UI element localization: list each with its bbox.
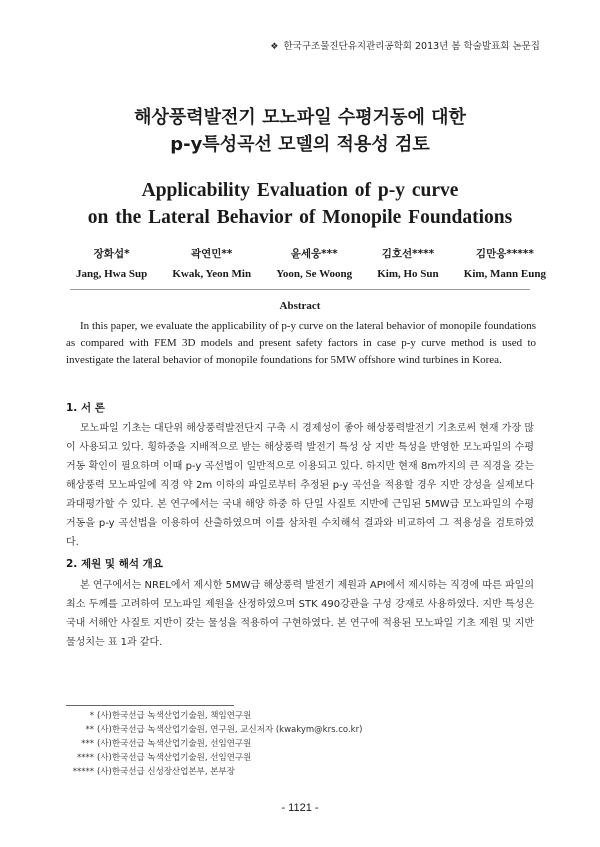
author (276, 244, 352, 284)
author (172, 244, 251, 284)
footnotes (66, 709, 536, 779)
footnote-mark: ** (85, 725, 94, 735)
proceedings-title: 한국구조물진단유지관리공학회 2013년 봄 학술발표회 논문집 (283, 41, 540, 52)
footnote-text: (사)한국선급 신성장산업본부, 본부장 (97, 767, 235, 777)
abstract-heading: Abstract (279, 300, 321, 312)
footnote-text: (사)한국선급 녹색산업기술원, 선임연구원 (97, 753, 252, 763)
author-name-ko: 윤세웅*** (290, 248, 338, 260)
author-name-en: Yoon, Se Woong (276, 268, 353, 280)
author-name-ko: 곽연민** (191, 248, 233, 260)
author-name-ko: 장화섭* (93, 248, 130, 260)
diamond-bullet-icon: ❖ (270, 42, 279, 52)
section-heading-introduction: 1. 서 론 (66, 402, 105, 414)
korean-title (0, 104, 600, 158)
english-title (0, 177, 600, 231)
author-name-en: Kim, Ho Sun (377, 268, 439, 280)
author-name-en: Jang, Hwa Sup (76, 268, 148, 280)
proceedings-header (270, 38, 540, 52)
footnote (66, 765, 536, 779)
section-body-introduction: 모노파일 기초는 대단위 해상풍력발전단지 구축 시 경제성이 좋아 해상풍력발전기 기초로써 현재 가장 많이 사용되고 있다. 횡하중을 지배적으로 받는 해상풍력 발전기 특성 상 지반 특성을 반영한 모노파일의 수평거동 확인이 필요하며 이때 p-y 곡선법이 일반적으로 이용되고 있다. 하지만 현재 8m까지의 큰 직경을 갖는 해상풍력 모노파일에 직경 약 2m 이하의 파일로부터 추정된 p-y 곡선을 적용할 경우 지반 강성을 실제보다 과대평가할 수 있다. 본 연구에서는 국내 해양 하중 하 단일 사질토 지반에 근입된 5MW급 모노파일의 수평거동을 p-y 곡선법을 이용하여 산출하였으며 이를 삼차원 수치해석 결과와 비교하여 그 적용성을 검토하였다. (66, 423, 534, 548)
author-name-ko: 김만응***** (475, 248, 534, 260)
footnote-mark: **** (77, 753, 94, 763)
author-list (76, 244, 546, 284)
author (464, 244, 546, 284)
abstract-text: In this paper, we evaluate the applicability of p-y curve on the lateral behavior of monopile foundations as compared with FEM 3D models and present safety factors in case p-y curve method is used to investigate the lateral behavior of monopile foundations for 5MW offshore wind turbines in Korea. (66, 320, 536, 366)
korean-title-line-1: 해상풍력발전기 모노파일 수평거동에 대한 (134, 107, 466, 128)
footnote-mark: ***** (72, 767, 94, 777)
section-body-specifications: 본 연구에서는 NREL에서 제시한 5MW급 해상풍력 발전기 제원과 API에서 제시하는 직경에 따른 파일의 최소 두께를 고려하여 모노파일 제원을 산정하였으며 STK 490강관을 구성 강재로 사용하였다. 지반 특성은 국내 서해안 사질토 지반이 갖는 물성을 적용하여 구현하였다. 본 연구에 적용된 모노파일 기초 제원 및 지반 물성치는 표 1과 같다. (66, 580, 534, 648)
author (377, 244, 438, 284)
author-name-ko: 김호선**** (381, 248, 435, 260)
korean-title-line-2: p-y특성곡선 모델의 적용성 검토 (170, 134, 430, 155)
footnote-text: (사)한국선급 녹색산업기술원, 선임연구원 (97, 739, 252, 749)
footnote-text: (사)한국선급 녹색산업기술원, 책임연구원 (97, 711, 252, 721)
footnote-divider (66, 705, 234, 706)
author-name-en: Kim, Mann Eung (463, 268, 546, 280)
title-divider (70, 289, 530, 290)
footnote (66, 737, 536, 751)
footnote-text: (사)한국선급 녹색산업기술원, 연구원, 교신저자 (kwakym@krs.co.kr) (97, 725, 363, 735)
english-title-line-2: on the Lateral Behavior of Monopile Foundations (87, 207, 513, 228)
footnote (66, 751, 536, 765)
section-heading-specifications: 2. 제원 및 해석 개요 (66, 558, 163, 570)
footnote-mark: * (89, 711, 94, 721)
footnote-mark: *** (81, 739, 94, 749)
page-number: - 1121 - (281, 802, 319, 814)
author (76, 244, 147, 284)
english-title-line-1: Applicability Evaluation of p-y curve (141, 180, 459, 201)
footnote (66, 723, 536, 737)
footnote (66, 709, 536, 723)
author-name-en: Kwak, Yeon Min (172, 268, 252, 280)
